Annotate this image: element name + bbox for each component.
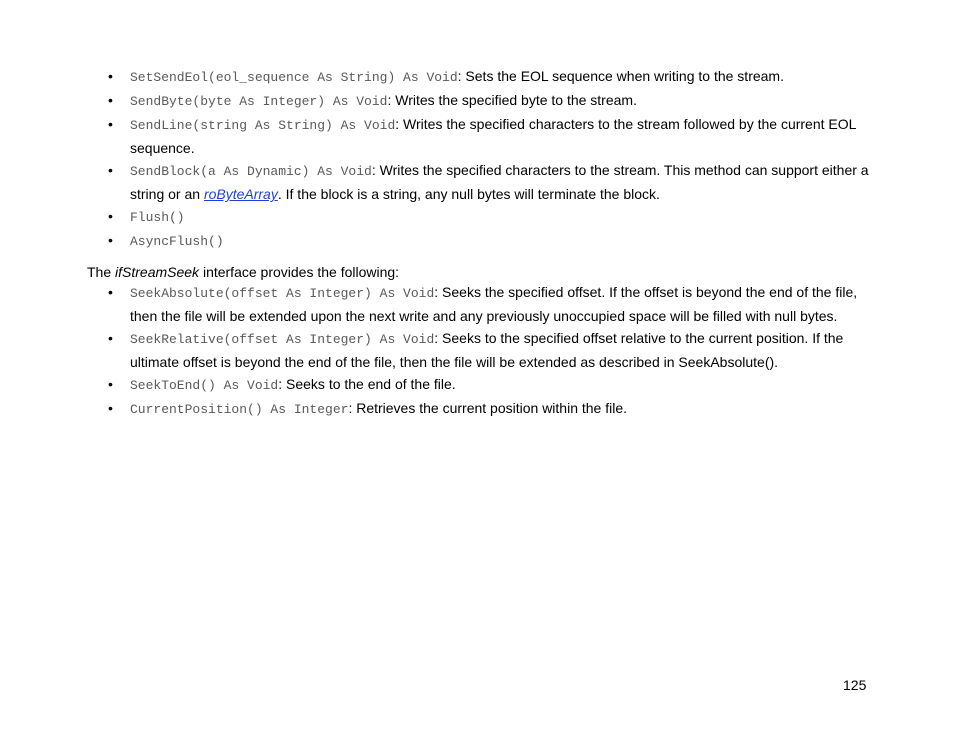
bullet-icon: •: [108, 376, 113, 392]
list-item: [108, 397, 870, 421]
bullet-icon: •: [108, 68, 113, 84]
method-signature: SeekRelative(offset As Integer) As Void: [130, 332, 435, 347]
bullet-icon: •: [108, 162, 113, 178]
ifstreamseek-intro: The ifStreamSeek interface provides the following:: [87, 264, 400, 280]
method-description: : Seeks to the end of the file.: [278, 376, 456, 392]
list-item: [108, 373, 870, 397]
method-signature: Flush(): [130, 210, 185, 225]
method-signature: AsyncFlush(): [130, 234, 224, 249]
bullet-icon: •: [108, 232, 113, 248]
method-signature: SeekToEnd() As Void: [130, 378, 279, 393]
stream-methods-list: [108, 65, 870, 253]
interface-name: ifStreamSeek: [115, 264, 200, 280]
method-description: : Retrieves the current position within the file.: [348, 400, 628, 416]
method-description: : Seeks the specified offset. If the offset is beyond the end of the file, then the file will be extended upon the next write and any previously unoccupied space will be filled with null bytes.: [130, 284, 858, 324]
method-signature: SeekAbsolute(offset As Integer) As Void: [130, 286, 435, 301]
list-item: [108, 327, 870, 373]
bullet-icon: •: [108, 400, 113, 416]
list-item: [108, 205, 870, 229]
list-item: [108, 229, 870, 253]
method-signature: SetSendEol(eol_sequence As String) As Void: [130, 70, 458, 85]
method-description-continued: . If the block is a string, any null bytes will terminate the block.: [277, 186, 660, 202]
bullet-icon: •: [108, 284, 113, 300]
method-signature: SendLine(string As String) As Void: [130, 118, 396, 133]
list-item: [108, 89, 870, 113]
method-description: : Sets the EOL sequence when writing to the stream.: [457, 68, 784, 84]
list-item: [108, 281, 870, 327]
method-description: : Writes the specified characters to the stream. This method can support either a string or an: [130, 162, 869, 202]
robytearray-link[interactable]: roByteArray: [203, 186, 278, 202]
list-item: [108, 65, 870, 89]
seek-methods-list: [108, 281, 870, 421]
bullet-icon: •: [108, 208, 113, 224]
bullet-icon: •: [108, 330, 113, 346]
method-description: : Writes the specified byte to the stream.: [387, 92, 637, 108]
method-signature: CurrentPosition() As Integer: [130, 402, 349, 417]
list-item: [108, 113, 870, 159]
method-signature: SendBlock(a As Dynamic) As Void: [130, 164, 372, 179]
method-description: : Seeks to the specified offset relative to the current position. If the ultimate offset is beyond the end of the file, then the file will be extended as described in SeekAbsolute().: [130, 330, 844, 370]
method-description: : Writes the specified characters to the stream followed by the current EOL sequence.: [130, 116, 856, 156]
page-number: 125: [843, 677, 867, 693]
method-signature: SendByte(byte As Integer) As Void: [130, 94, 388, 109]
bullet-icon: •: [108, 92, 113, 108]
bullet-icon: •: [108, 116, 113, 132]
list-item: [108, 159, 870, 205]
